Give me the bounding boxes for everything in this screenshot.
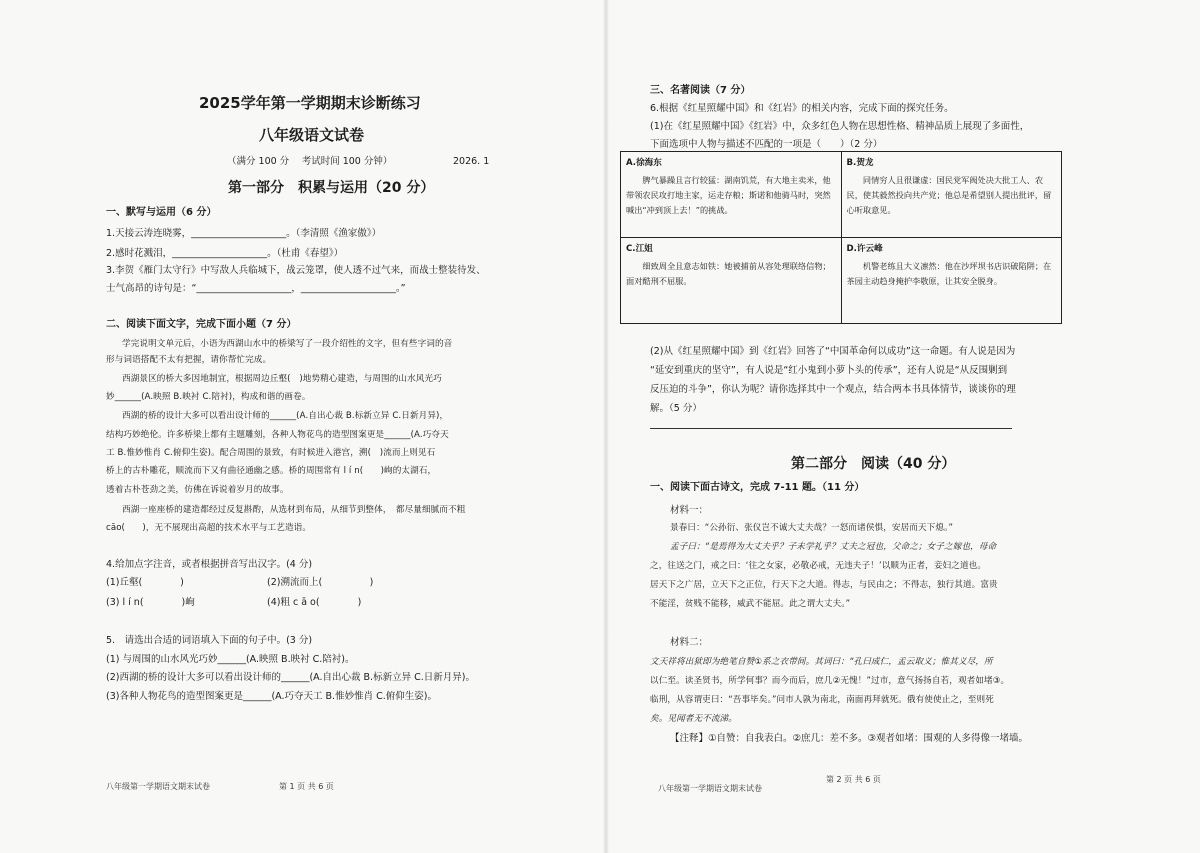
material-2-line: 文天祥将出狱即为绝笔自赞①系之衣带间。其词曰：“孔曰成仁，孟云取义；惟其义尽，所 — [650, 657, 993, 667]
footer-title: 八年级第一学期语文期末试卷 — [658, 784, 762, 793]
question-5-item: (3)各种人物花鸟的造型图案更是______(A.巧夺天工 B.惟妙惟肖 C.俯仰生姿)。 — [106, 691, 437, 702]
question-4: 4.给加点字注音，或者根据拼音写出汉字。(4 分) — [106, 559, 313, 570]
option-desc: 同情穷人且很谦虚：国民党军阀处决大批工人、农民，使其毅然投向共产党；他总是希望别人提出批评，留心听取意见。 — [846, 175, 1052, 216]
material-2-line: 临刑，从容谓吏曰：“吾事毕矣。”问市人孰为南北，南面再拜就死。俄有使使止之，至则死 — [650, 695, 994, 705]
footer-title: 八年级第一学期语文期末试卷 — [106, 782, 210, 791]
question-5-item: (2)西湖的桥的设计大多可以看出设计师的______(A.自出心裁 B.标新立异 C.日新月异)。 — [106, 672, 475, 683]
material-1-line: 不能淫，贫贱不能移，威武不能屈。此之谓大丈夫。” — [650, 599, 851, 609]
question-6-1-line2: 下面选项中人物与描述不匹配的一项是（ ）（2 分） — [650, 139, 883, 150]
question-4-item: (1)丘壑( ) — [106, 577, 184, 588]
footer-page: 第 1 页 共 6 页 — [279, 782, 334, 791]
material-2-label: 材料二： — [670, 637, 709, 648]
material-1-line: 之，往送之门，戒之曰：‘往之女家，必敬必戒，无违夫子！’以顺为正者，妾妇之道也。 — [650, 561, 987, 571]
page-2 — [608, 0, 1200, 853]
answer-line — [650, 428, 1012, 429]
question-4-item: (2)溯流而上( ) — [267, 577, 374, 588]
question-4-item: (3) l í n( )峋 — [106, 597, 195, 608]
passage-line: 西湖景区的桥大多因地制宜，根据周边丘壑( )地势精心建造，与周围的山水风光巧 — [122, 374, 442, 384]
section3-heading: 三、名著阅读（7 分） — [650, 85, 751, 96]
question-6-2: “延安到重庆的坚守”，有人说是“红小鬼到小萝卜头的传承”，还有人说是“从反围剿到 — [650, 365, 1008, 376]
question-1: 1.天接云涛连晓雾，____________________。（李清照《渔家傲》） — [106, 228, 382, 239]
passage-intro-line2: 形与词语搭配不太有把握，请你帮忙完成。 — [106, 355, 272, 365]
option-a — [621, 152, 842, 238]
question-5-item: (1) 与周围的山水风光巧妙______(A.映照 B.映衬 C.陪衬)。 — [106, 654, 355, 665]
passage-intro-line1: 学完说明文单元后，小语为西湖山水中的桥梁写了一段介绍性的文字，但有些字词的音 — [122, 339, 453, 349]
passage-line: 西湖的桥的设计大多可以看出设计师的______(A.自出心裁 B.标新立异 C.日新月异)， — [122, 411, 449, 421]
passage-line: 结构巧妙绝伦。许多桥梁上都有主题雕刻，各种人物花鸟的造型图案更是______(A.巧夺天 — [106, 430, 449, 440]
material-2-line: 以仁至。读圣贤书，所学何事？而今而后，庶几②无愧！”过市，意气扬扬自若，观者如堵③。 — [650, 676, 1010, 686]
exam-title: 2025学年第一学期期末诊断练习 — [199, 94, 421, 112]
option-desc: 机警老练且大义凛然：他在沙坪坝书店识破陷阱；在茶园主动趋身掩护李敬原，让其安全脱身。 — [846, 261, 1052, 287]
question-6-1-line1: (1)在《红星照耀中国》《红岩》中，众多红色人物在思想性格、精神品质上展现了多面性， — [650, 121, 1030, 132]
material-1-line: 孟子曰：“是焉得为大丈夫乎？子未学礼乎？丈夫之冠也，父命之；女子之嫁也，母命 — [670, 542, 997, 552]
option-desc: 细致周全且意志如铁：她被捕前从容处理联络信物；面对酷刑不屈服。 — [626, 261, 831, 287]
part1-heading: 第一部分 积累与运用（20 分） — [228, 180, 435, 196]
character-table — [620, 151, 1062, 324]
footer-page: 第 2 页 共 6 页 — [826, 775, 881, 784]
option-desc: 脾气暴躁且言行较猛：湖南饥荒，有大地主卖米，他带领农民攻打地主家，运走存粮；斯诺和他骑马时，突然喊出“冲到顶上去！”的挑战。 — [626, 175, 831, 216]
question-5: 5. 请选出合适的词语填入下面的句子中。(3 分) — [106, 635, 313, 646]
exam-subtitle: 八年级语文试卷 — [259, 126, 365, 144]
passage-line: 透着古朴苍劲之美，仿佛在诉说着岁月的故事。 — [106, 485, 289, 495]
option-b — [841, 152, 1062, 238]
option-name: A.徐海东 — [626, 158, 662, 168]
section2-heading: 二、阅读下面文字，完成下面小题（7 分） — [106, 319, 297, 330]
exam-meta: （满分 100 分 考试时间 100 分钟） — [227, 156, 393, 167]
material-2-line: 矣。见闻者无不流涕。 — [650, 714, 737, 724]
question-2: 2.感时花溅泪，____________________。（杜甫《春望》） — [106, 248, 344, 259]
exam-date: 2026. 1 — [453, 156, 490, 167]
question-4-item: (4)粗 c ā o( ) — [267, 597, 362, 608]
passage-line: 西湖一座座桥的建造都经过反复斟酌，从选材到布局，从细节到整体， 都尽量细腻而不粗 — [122, 505, 466, 515]
question-6: 6.根据《红星照耀中国》和《红岩》的相关内容，完成下面的探究任务。 — [650, 103, 954, 114]
passage-line: 妙______(A.映照 B.映衬 C.陪衬)，构成和谐的画卷。 — [106, 392, 311, 402]
option-name: D.许云峰 — [846, 244, 883, 254]
question-6-2: (2)从《红星照耀中国》到《红岩》回答了“中国革命何以成功”这一命题。有人说是因为 — [650, 346, 1016, 357]
option-d — [841, 238, 1062, 324]
option-name: B.贺龙 — [846, 158, 874, 168]
passage-line: 桥上的古朴雕花，顺流而下又有曲径通幽之感。桥的周围常有 l í n( )峋的太湖石， — [106, 466, 437, 476]
passage-line: cāo( )，无不展现出高超的技术水平与工艺造诣。 — [106, 523, 312, 533]
material-1-line: 居天下之广居，立天下之正位，行天下之大道。得志，与民由之；不得志，独行其道。富贵 — [650, 580, 998, 590]
option-c — [621, 238, 842, 324]
question-3-line2: 士气高昂的诗句是：“____________________，____________________。” — [106, 283, 406, 294]
question-6-2: 反压迫的斗争”，你认为呢？请你选择其中一个观点，结合两本书具体情节，谈谈你的理 — [650, 384, 1016, 395]
material-1-line: 景春曰：“公孙衍、张仪岂不诚大丈夫哉？一怒而诸侯惧，安居而天下熄。” — [670, 523, 954, 533]
material-1-label: 材料一： — [670, 505, 709, 516]
section1-heading: 一、默写与运用（6 分） — [106, 207, 217, 218]
question-6-2: 解。（5 分） — [650, 403, 702, 414]
option-name: C.江姐 — [626, 244, 653, 254]
part2-heading: 第二部分 阅读（40 分） — [791, 456, 956, 472]
passage-line: 工 B.惟妙惟肖 C.俯仰生姿)。配合周围的景致，有时候进入港宫，溯( )流而上则见石 — [106, 448, 436, 458]
annotation-notes: 【注释】①自赞：自我表白。②庶几：差不多。③观者如堵：围观的人多得像一堵墙。 — [670, 733, 1029, 744]
section4-heading: 一、阅读下面古诗文，完成 7-11 题。（11 分） — [650, 482, 865, 493]
question-3-line1: 3.李贺《雁门太守行》中写敌人兵临城下，战云笼罩，使人透不过气来，而战士整装待发、 — [106, 265, 486, 276]
